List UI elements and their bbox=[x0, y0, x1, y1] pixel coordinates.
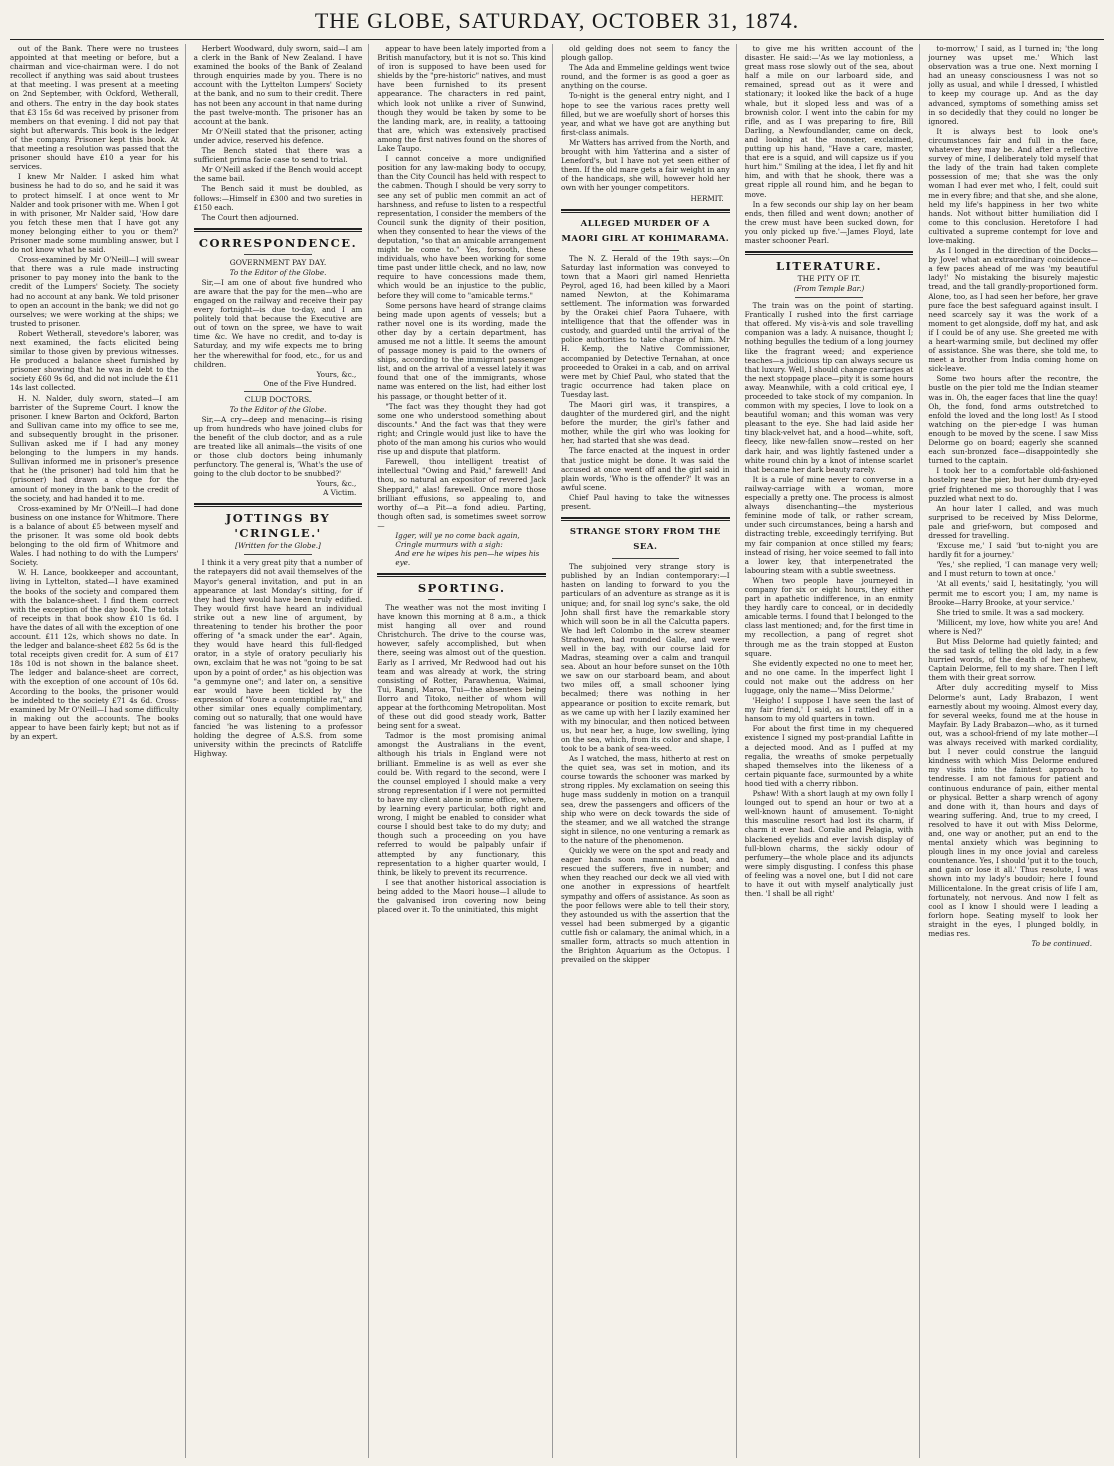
article-paragraph: Tadmor is the most promising animal amongst the Australians in the event, although his trials in England were not brilliant. Emmeline is as well as ever she could be. With regard to the second, were I the counsel employed I should make a very strong representation if I were not permitted to have my client alone in some office, where, by learning every particular, both right and wrong, I might be enabled to consider what course I should best take to do my duty; and though such a proceeding on you have referred to would be palpably unfair if attempted by any functionary, this representation to a higher quarter would, I think, be likely to prevent its recurrence. bbox=[377, 731, 546, 877]
column-2 bbox=[194, 44, 370, 1458]
strange-story-heading: STRANGE STORY FROM THE SEA. bbox=[569, 527, 721, 553]
divider bbox=[612, 250, 679, 251]
to-be-continued: To be continued. bbox=[1031, 939, 1092, 949]
article-paragraph: The subjoined very strange story is published by an Indian contemporary:—I hasten on landing to forward to you the particulars of an adventure as strange as it is unique; and, for snail log sync's sake, the old John shall first have the remarkable story which will soon be in all the Calcutta papers. We had left Colombo in the screw steamer Strathowen, had rounded Galle, and were well in the bay, with our course laid for Madras, steaming over a calm and tranquil sea. About an hour before sunset on the 10th we saw on our starboard beam, and about two miles off, a small schooner lying becalmed; there was nothing in her appearance or position to excite remark, but as we came up with her I lazily examined her with my binocular, and then noticed between us, but near her, a huge, low swelling, lying on the sea, which, from its color and shape, I took to be a bank of sea-weed. bbox=[561, 562, 730, 753]
article-paragraph: 'Heigho! I suppose I have seen the last of my fair friend,' I said, as I rattled off in a hansom to my old quarters in town. bbox=[744, 696, 914, 724]
article-paragraph: Pshaw! With a short laugh at my own folly I lounged out to spend an hour or two at a well-known haunt of amusement. To-night this masculine resort had lost its charm, if charm it ever had. Coralie and Pelagia, with blackened eyelids and ever lavish display of full-blown charms, the sickly odour of perfumery—the whole place and its adjuncts were simply disgusting. I confess this phase of feeling was a novel one, but I did not care to have it out with myself analytically just then. 'I shall be all right' bbox=[744, 789, 914, 899]
article-paragraph: I took her to a comfortable old-fashioned hostelry near the pier, but her dumb dry-eyed grief frightened me so thoroughly that I was puzzled what next to do. bbox=[928, 466, 1098, 503]
verse-line: And ere he wipes his pen—he wipes his eye. bbox=[395, 548, 540, 567]
sporting-sign: HERMIT. bbox=[690, 193, 724, 203]
section-rule bbox=[561, 209, 730, 213]
letter-body: Sir,—A cry—deep and menacing—is rising up from hundreds who have joined clubs for the benefit of the club doctor, and as a rule are treated like all animals—the visits of one or those club doctors being inhumanly perfunctory. The general is, 'What's the use of going to the club doctor to be snubbed?' bbox=[193, 414, 363, 479]
column-3 bbox=[377, 44, 553, 1458]
literature-heading: LITERATURE. bbox=[775, 259, 883, 274]
article-paragraph: In a few seconds our ship lay on her beam ends, then filled and went down; another of the crew must have been sucked down, for you only picked up five.'—James Floyd, late master schooner Pearl. bbox=[744, 199, 914, 245]
literature-source: (From Temple Bar.) bbox=[793, 284, 865, 294]
article-paragraph: The N. Z. Herald of the 19th says:—On Saturday last information was conveyed to town that a Maori girl named Henrietta Peyrol, aged 16, had been killed by a Maori named Newton, at the Kohimarama settlement. The information was forwarded by the Orakei chief Paora Tuhaere, with intelligence that that the offender was in custody, and guarded until the arrival of the police authorities to take charge of him. Mr H. Kemp, the Native Commissioner, accompanied by Detective Ternahan, at once proceeded to Orakei in a cab, and on arrival were met by Chief Paul, who stated that the tragic occurrence had taken place on Tuesday last. bbox=[561, 253, 730, 399]
letter-title: GOVERNMENT PAY DAY. bbox=[229, 257, 327, 267]
article-paragraph: She evidently expected no one to meet her, and no one came. In the imperfect light I could not make out the address on her luggage, only the name—'Miss Delorme.' bbox=[744, 658, 914, 695]
section-rule bbox=[194, 228, 363, 232]
article-paragraph: Quickly we were on the spot and ready and eager hands soon manned a boat, and rescued the sufferers, five in number; and when they reached our deck we all vied with one another in expressions of heartfelt sympathy and offers of assistance. As soon as the poor fellows were able to tell their story, they astounded us with the assertion that the vessel had been submerged by a gigantic cuttle fish or calamary, the animal which, in a smaller form, attracts so much attention in the Brighton Aquarium as the Octopus. I prevailed on the skipper bbox=[561, 846, 730, 965]
letter-sign: A Victim. bbox=[323, 488, 357, 498]
section-rule bbox=[377, 573, 546, 577]
article-paragraph: I cannot conceive a more undignified position for any law-making body to occupy, than the City Council has held with respect to the cabmen. Though I should be very sorry to see any set of public men commit an act of harshness, and refuse to listen to a respectful representation, I consider the members of the Council sunk the dignity of their position, when they consented to hear the views of the deputation, "so that an amicable arrangement might be come to." Yes, forsooth, these individuals, who have been working for some time past under little check, and no law, now require to have concessions made them, which would be an injustice to the public, before they will come to "amicable terms." bbox=[377, 154, 546, 300]
letter-sign: Yours, &c., bbox=[316, 479, 357, 489]
article-paragraph: to give me his written account of the disaster. He said:—'As we lay motionless, a great mass rose slowly out of the sea, about half a mile on our larboard side, and remained, spread out as it were and stationary; it looked like the back of a huge whale, but it sloped less and was of a brownish color. I went into the cabin for my rifle, and as I was preparing to fire, Bill Darling, a Newfoundlander, came on deck, and looking at the monster, exclaimed, putting up his hand, "Have a care, master, that ere is a squid, and will capsize us if you hurt him." Smiling at the idea, I let fly and hit him, and with that he shook, there was a great ripple all round him, and he began to move. bbox=[744, 44, 914, 199]
article-paragraph: 'Millicent, my love, how white you are! And where is Ned?' bbox=[928, 617, 1098, 636]
article-paragraph: 'Excuse me,' I said 'but to-night you are hardly fit for a journey.' bbox=[928, 541, 1098, 560]
article-paragraph: to-morrow,' I said, as I turned in; 'the long journey was upset me.' Which last observation was a true one. Next morning I had an uneasy consciousness I was not so jolly as usual, and while I dressed, I whistled to keep my courage up. And as the day advanced, symptoms of something amiss set in so decidedly that they could no longer be ignored. bbox=[928, 44, 1098, 126]
verse-line: Igger, will ye no come back again, Cringle murmurs with a sigh: bbox=[395, 530, 520, 549]
article-paragraph: I think it a very great pity that a number of the ratepayers did not avail themselves of the Mayor's general invitation, and put in an appearance at last Monday's sitting, for if they had they would have been truly edified. They would first have heard an individual strike out a new line of argument, by threatening to tender his brother the poor offering of "a smack under the ear". Again, they would have heard this full-fledged orator, in a style of oratory peculiarly his own, exclaim that he was not "going to be sat upon by a point of order," as his objection was "a gemmyne one"; and later on, a sensitive ear would have been tickled by the expression of "Youre a contemptible rat," and other similar ones equally complimentary, coming out so naturally, that one would have fancied 'he was listening to a professor holding the degree of A.S.S. from some university within the precincts of Ratcliffe Highway. bbox=[193, 558, 363, 759]
article-paragraph: appear to have been lately imported from a British manufactory, but it is not so. This kind of iron is supposed to have been used for shields by the "pre-historic" natives, and must have been furnished to its present appearance. The characters in red paint, which look not unlike a river of Sunwind, though they would be taken by some to be the landing mark, are, in reality, a tattooing that are, which was extensively practised among the first natives found on the shores of Lake Taupo. bbox=[377, 44, 546, 154]
article-paragraph: But Miss Delorme had quietly fainted; and the sad task of telling the old lady, in a few hurried words, of the death of her nephew, Captain Delorme, fell to my share. Then I left them with their great sorrow. bbox=[928, 637, 1098, 683]
article-paragraph: Chief Paul having to take the witnesses present. bbox=[561, 492, 730, 512]
article-paragraph: Some two hours after the recontre, the bustle on the pier told me the Indian steamer was in. Oh, the eager faces that line the quay! Oh, the fond, fond arms outstretched to enfold the loved and the long lost! As I stood watching on the pier-edge I was human enough to be moved by the scene. I saw Miss Delorme go on board; eagerly she scanned each sun-bronzed face—disappointedly she turned to the captain. bbox=[928, 374, 1098, 466]
column-5 bbox=[745, 44, 921, 1458]
article-paragraph: I see that another historical association is being added to the Maori house—I allude to the galvanised iron covering now being placed over it. To the uninitiated, this might bbox=[377, 877, 546, 915]
article-paragraph: To-night is the general entry night, and I hope to see the various races pretty well filled, but we are woefully short of horses this year, and what we have got are anything but first-class animals. bbox=[561, 91, 730, 137]
article-paragraph: The Ada and Emmeline geldings went twice round, and the former is as good a goer as anything on the course. bbox=[561, 63, 730, 91]
divider bbox=[795, 297, 862, 298]
article-paragraph: H. N. Nalder, duly sworn, stated—I am barrister of the Supreme Court. I know the prisoner. I knew Barton and Ockford, Barton and Sullivan came into my office to see me, and subsequently brought in the prisoner. Sullivan asked me if I had any money belonging to the lumpers in my hands. Sullivan informed me in prisoner's presence that he (the prisoner) had told him that he (prisoner) had drawn a cheque for the amount of money in the bank to the credit of the society, and had handed it to me. bbox=[10, 393, 179, 503]
article-paragraph: Mr O'Neill stated that the prisoner, acting under advice, reserved his defence. bbox=[193, 126, 363, 145]
literature-story-title: THE PITY OF IT. bbox=[797, 274, 861, 284]
article-paragraph: Robert Wetherall, stevedore's laborer, was next examined, the facts elicited being similar to those given by previous witnesses. He produced a balance sheet furnished by prisoner showing that he was in debt to the society £60 9s 6d, and did not include the £11 14s last collected. bbox=[10, 328, 179, 393]
section-rule bbox=[194, 503, 363, 507]
article-paragraph: out of the Bank. There were no trustees appointed at that meeting or before, but a chairman and vice-chairman were. I do not recollect if anything was said about trustees at that meeting. I was present at a meeting on 2nd September, with Ockford, Wetherall, and others. The entry in the day book states that £3 15s 6d was received by prisoner from members on that evening. I did not pay that sight but afterwards. This book is the ledger of the company. Prisoner kept this book. At that meeting a resolution was passed that the prisoner should have £10 a year for his services. bbox=[10, 44, 179, 172]
divider bbox=[244, 554, 311, 555]
article-paragraph: W. H. Lance, bookkeeper and accountant, living in Lyttelton, stated—I have examined the books of the society and compared them with the balance-sheet. I find them correct with the exception of the day book. The totals of receipts in that book show £10 1s 6d. I have the dates of all with the exception of one account. £11 12s, which shows no date. In the ledger and balance-sheet £82 5s 6d is the total receipts given credit for. A sum of £17 18s 10d is not shown in the balance sheet. The ledger and balance-sheet are correct, with the exception of one account of 10s 6d. According to the books, the prisoner would be indebted to the society £71 4s 6d. Cross-examined by Mr O'Neill—I had some difficulty in making out the accounts. The books appear to have been fairly kept; but not as if by an expert. bbox=[10, 568, 179, 742]
article-paragraph: As I watched, the mass, hitherto at rest on the quiet sea, was set in motion, and its course towards the schooner was marked by strong ripples. My exclamation on seeing this huge mass suddenly in motion on a tranquil sea, drew the passengers and officers of the ship who were on deck towards the side of the steamer, and we all watched the strange sight in silence, no one venturing a remark as to the nature of the phenomenon. bbox=[561, 754, 730, 845]
divider bbox=[428, 599, 495, 600]
letter-body: Sir,—I am one of about five hundred who are aware that the pay for the men—who are engaged on the railway and receive their pay every fortnight—is due to-day, and I am politely told that because the Executive are out of town on the spree, we have to wait time &c. We have no credit, and to-day is Saturday, and my wife expects me to bring her the wherewithal for food, etc., for us and children. bbox=[193, 277, 363, 369]
columns bbox=[10, 40, 1104, 1458]
section-rule bbox=[745, 251, 914, 255]
article-paragraph: Mr O'Neill asked if the Bench would accept the same bail. bbox=[193, 165, 363, 184]
correspondence-heading: CORRESPONDENCE. bbox=[198, 235, 358, 250]
article-paragraph: Cross-examined by Mr O'Neill—I had done business on one instance for Whitmore. There is a balance of about £5 between myself and the prisoner. It was some old book debts belonging to the old firm of Whitmore and Wales. I had nothing to do with the Lumpers' Society. bbox=[10, 503, 179, 568]
column-1 bbox=[10, 44, 186, 1458]
article-paragraph: The train was on the point of starting. Frantically I rushed into the first carriage that offered. My vis-à-vis and sole travelling companion was a lady. A nuisance, thought I; nothing begulles the tedium of a long journey like the fragrant weed; and experience teaches—a judicious tip can always secure us that luxury. Well, I should change carriages at the next stoppage place—pity it is some hours away. Meanwhile, with a cold critical eye, I proceeded to take stock of my companion. In common with my species, I love to look on a beautiful woman; and this woman was very pleasant to the eye. She had laid aside her tiny black-velvet hat, and a hood—white, soft, fleecy, like new-fallen snow—rested on her dark hair, and was lightly fastened under a white round chin by a knot of intense scarlet that became her dark beauty rarely. bbox=[744, 301, 914, 474]
section-rule bbox=[561, 517, 730, 521]
article-paragraph: Herbert Woodward, duly sworn, said—I am a clerk in the Bank of New Zealand. I have examined the books of the Bank of Zealand through enquiries made by you. There is no account with the Lyttelton Lumpers' Society at the bank, and no sum to their credit. There has not been any account in that name during the past twelve-month. The prisoner has an account at the bank. bbox=[193, 44, 363, 126]
masthead-title: THE GLOBE, SATURDAY, OCTOBER 31, 1874. bbox=[314, 8, 800, 33]
article-paragraph: Some persons have heard of strange claims being made upon agents of vessels; but a rather novel one is its wording, made the other day by a certain department, has amused me not a little. It seems the amount of passage money is paid to the owners of ships, according to the immigrant passenger list, and on the arrival of a vessel lately it was found that one of the immigrants, whose name was entered on the list, had either lost his passage, or thought better of it. bbox=[377, 300, 546, 401]
article-paragraph: As I longed in the direction of the Docks—by Jove! what an extraordinary coincidence—a few paces ahead of me was 'my beautiful lady!' No mistaking the bisurely majestic tread, and the tall grandly-proportioned form. Alone, too, as I had seen her before, her grave pure face the best safeguard against insult. I need scarcely say it was the work of a moment to get alongside, doff my hat, and ask if I could be of any use. She greeted me with a heart-warming smile, but declined my offer of assistance. She was there, she told me, to meet a brother from India coming home on sick-leave. bbox=[928, 246, 1098, 374]
article-paragraph: 'At all events,' said I, hesitatingly, 'you will permit me to escort you; I am, my name is Brooke—Harry Brooke, at your service.' bbox=[928, 579, 1098, 607]
letter-sign: One of the Five Hundred. bbox=[263, 378, 357, 388]
article-paragraph: 'Yes,' she replied, 'I can manage very well; and I must return to town at once.' bbox=[928, 560, 1098, 579]
divider bbox=[612, 558, 679, 559]
article-paragraph: An hour later I called, and was much surprised to be received by Miss Delorme, pale and grief-worn, but composed and dressed for travelling. bbox=[928, 503, 1098, 540]
article-paragraph: For about the first time in my chequered existence I signed my post-prandial Lafitte in a dejected mood. And as I puffed at my regalia, the wreaths of smoke perpetually shaped themselves into the likeness of a certain piquante face, surmounted by a white hood tied with a cherry ribbon. bbox=[744, 724, 914, 788]
article-paragraph: It is always best to look one's circumstances fair and full in the face, whatever they may be. And after a reflective survey of mine, I deliberately told myself that the lady of the train had taken complete possession of me; that she was the only woman I had ever met who, I felt, could suit me in every fibre; and that she, and she alone, held my life's happiness in her two white hands. Not without bitter humiliation did I come to this conclusion. Heretofore I had cultivated a supreme contempt for love and love-making. bbox=[928, 126, 1098, 245]
jottings-subheading: [Written for the Globe.] bbox=[235, 541, 321, 551]
jottings-heading: JOTTINGS BY 'CRINGLE.' bbox=[225, 511, 331, 541]
article-paragraph: It is a rule of mine never to converse in a railway-carriage with a woman, more especially a pretty one. The process is almost always disenchanting—the mysterious feminine mode of talk, or rather scream, under such circumstances, being a harsh and distracting treble, exceedingly terrifying. But my fair companion at once stilled my fears; instead of rising, her voice seemed to fall into a lower key, that interpenetrated the labouring steam with a subtle sweetness. bbox=[744, 474, 914, 575]
divider bbox=[244, 391, 311, 392]
article-paragraph: I knew Mr Nalder. I asked him what business he had to do so, and he said it was to protect himself. I at once went to Mr Nalder and took prisoner with me. When I got in with prisoner, Mr Nalder said, 'How dare you fetch these men that I have got any money belonging either to you or them?' Prisoner made some mumbling answer, but I do not know what he said. bbox=[10, 172, 179, 255]
divider bbox=[244, 254, 311, 255]
letter-sign: Yours, &c., bbox=[316, 369, 357, 379]
article-paragraph: Cross-examined by Mr O'Neill—I will swear that there was a rule made instructing prisoner to pay money into the bank to the credit of the Lumpers' Society. The society had no account at any bank. We told prisoner to open an account in the bank; we did not go ourselves; we were working at the ships; we trusted to prisoner. bbox=[10, 255, 179, 328]
article-paragraph: "The fact was they thought they had got some one who understood something about discounts." And the fact was that they were right; and Cringle would just like to have the photo of the man among his curios who would rise up and dispute that platform. bbox=[377, 401, 546, 457]
letter-salutation: To the Editor of the Globe. bbox=[229, 267, 327, 277]
article-paragraph: She tried to smile. It was a sad mockery. bbox=[936, 607, 1085, 617]
article-paragraph: The weather was not the most inviting I have known this morning at 8 a.m., a thick mist hanging all over and round Christchurch. The drive to the course was, however, safely accomplished, but when there, seeing was almost out of the question. Early as I arrived, Mr Redwood had out his team and was already at work, the string consisting of Rotter, Parawhenua, Waimai, Tui, Rangi, Maroa, Tui—the absentees being Ilorro and Titoko, neither of whom will appear at the forthcoming Metropolitan. Most of these out did good steady work, Batter being sent for a sweat. bbox=[377, 602, 546, 731]
murder-heading: ALLEGED MURDER OF A MAORI GIRL AT KOHIMARAMA. bbox=[561, 218, 730, 244]
article-paragraph: After duly accrediting myself to Miss Delorme's aunt, Lady Brabazon, I went earnestly about my wooing. Almost every day, for several weeks, found me at the house in Mayfair. By Lady Brabazon—who, as it turned out, was a school-friend of my late mother—I was always received with marked cordiality, but I never could construe the languid kindness with which Miss Delorme endured my visits into the faintest approach to tendresse. I am not famous for patient and continuous endurance of pain, either mental or physical. Better a sharp wrench of agony and done with it, than hours and days of wearing suffering. And, true to my creed, I resolved to have it out with Miss Delorme, and, one way or another, put an end to the mental anxiety which was beginning to plough lines in my once jovial and careless countenance. Yes, I should 'put it to the touch, and gain or lose it all.' Thus resolute, I was shown into my lady's boudoir; here I found Millicentalone. In the great crisis of life I am, fortunately, not nervous. And now I felt as cool as I know I should were I leading a forlorn hope. Seating myself to look her straight in the eyes, I plunged boldly, in medias res. bbox=[928, 683, 1098, 938]
letter-title: CLUB DOCTORS. bbox=[244, 394, 312, 404]
column-6 bbox=[928, 44, 1104, 1458]
article-paragraph: The Bench said it must be doubled, as follows:—Himself in £300 and two sureties in £150 each. bbox=[193, 184, 363, 212]
article-paragraph: Farewell, thou intelligent treatist of intellectual "Owing and Paid," farewell! And thou, so natural an expositor of revered Jack Sheppard," alas! farewell. Once more those brilliant effusions, so appealing to, and worthy of—a Pit—a fond adieu. Parting, though often sad, is sometimes sweet sorrow— bbox=[377, 457, 546, 530]
letter-salutation: To the Editor of the Globe. bbox=[229, 404, 327, 414]
article-paragraph: Mr Watters has arrived from the North, and brought with him Yatterina and a sister of Leneford's, but I have not yet seen either of them. If the old mare gets a fair weight in any of the handicaps, she will, however hold her own with her younger competitors. bbox=[561, 137, 730, 193]
article-paragraph: The farce enacted at the inquest in order that justice might be done. It was said the accused at once went off and the girl said in plain words, 'Who is the offender?' It was an awful scene. bbox=[561, 446, 730, 492]
article-paragraph: The Maori girl was, it transpires, a daughter of the murdered girl, and the night before the murder, the girl's father and mother, while the girl who was looking for her, had started that she was dead. bbox=[561, 400, 730, 446]
article-paragraph: The Bench stated that there was a sufficient prima facie case to send to trial. bbox=[193, 146, 363, 165]
column-4 bbox=[561, 44, 737, 1458]
article-paragraph: The Court then adjourned. bbox=[201, 212, 299, 222]
article-paragraph: old gelding does not seem to fancy the plough gallop. bbox=[561, 44, 730, 63]
article-paragraph: When two people have journeyed in company for six or eight hours, they either part in apathetic indifference, in an enmity they hardly care to conceal, or in decidedly amicable terms. I found that I belonged to the class last mentioned; and, for the first time in my recollection, a pang of regret shot through me as the train stopped at Euston square. bbox=[744, 575, 914, 658]
sporting-heading: SPORTING. bbox=[417, 580, 506, 595]
masthead bbox=[10, 6, 1104, 40]
